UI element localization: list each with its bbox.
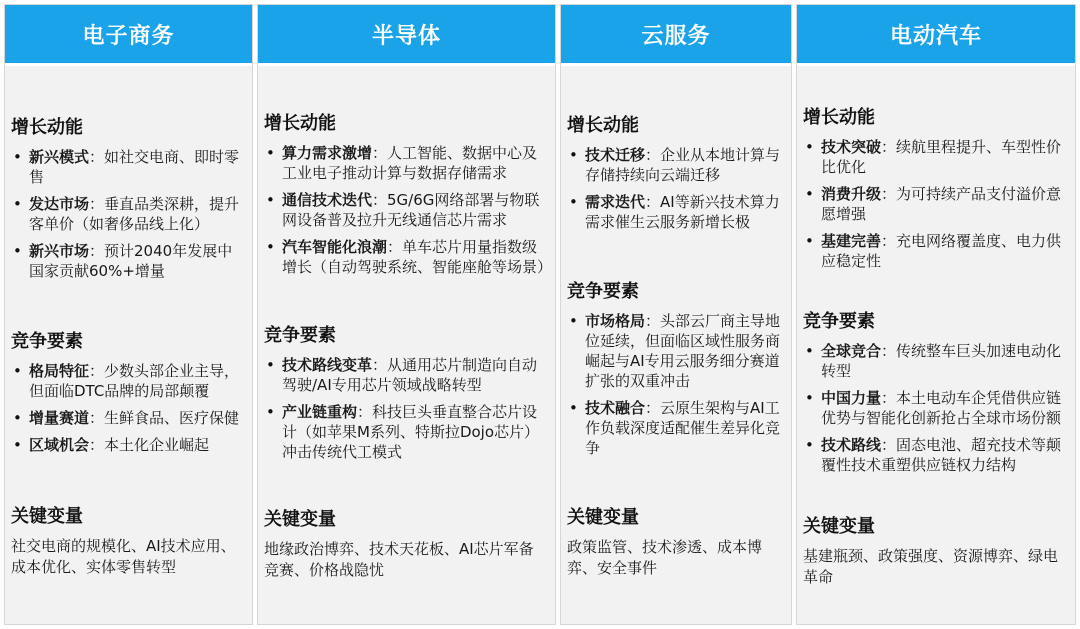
list-item: • 中国力量：本土电动车企凭借供应链优势与智能化创新抢占全球市场份额: [803, 388, 1067, 428]
list-item: • 汽车智能化浪潮：单车芯片用量指数级增长（自动驾驶系统、智能座舱等场景）: [264, 237, 547, 277]
bullet-list: [567, 311, 783, 458]
section-key-variables: [803, 512, 1067, 588]
section-title: 竞争要素: [567, 281, 639, 302]
list-item: • 基建完善：充电网络覆盖度、电力供应稳定性: [803, 231, 1067, 271]
section-title: 竞争要素: [803, 311, 875, 332]
column-header: 云服务: [561, 5, 791, 66]
section-key-variables: [567, 503, 783, 579]
section-title: 关键变量: [11, 505, 83, 527]
bullet-list: [567, 145, 783, 232]
section-key-variables: [264, 505, 547, 581]
list-item: • 增量赛道：生鲜食品、医疗保健: [11, 408, 244, 428]
list-item: • 市场格局：头部云厂商主导地位延续，但面临区域性服务商崛起与AI专用云服务细分赛道扩张的双重冲击: [567, 311, 783, 391]
section-title: 增长动能: [803, 106, 875, 128]
list-item: • 通信技术迭代：5G/6G网络部署与物联网设备普及拉升无线通信芯片需求: [264, 190, 547, 230]
section-competition: [11, 327, 244, 455]
list-item: • 技术路线：固态电池、超充技术等颠覆性技术重塑供应链权力结构: [803, 435, 1067, 475]
list-item: • 消费升级：为可持续产品支付溢价意愿增强: [803, 184, 1067, 224]
list-item: • 新兴模式：如社交电商、即时零售: [11, 147, 244, 187]
list-item: • 发达市场：垂直品类深耕，提升客单价（如奢侈品线上化）: [11, 194, 244, 234]
list-item: • 新兴市场：预计2040年发展中国家贡献60%+增量: [11, 241, 244, 281]
section-competition: [803, 307, 1067, 475]
bullet-list: [11, 361, 244, 455]
list-item: • 技术迁移：企业从本地计算与存储持续向云端迁移: [567, 145, 783, 185]
bullet-list: [803, 341, 1067, 475]
list-item: • 技术融合：云原生架构与AI工作负载深度适配催生差异化竞争: [567, 398, 783, 458]
section-title: 关键变量: [803, 515, 875, 537]
list-item: • 全球竞合：传统整车巨头加速电动化转型: [803, 341, 1067, 381]
bullet-list: [264, 355, 547, 462]
section-growth: [567, 111, 783, 232]
bullet-list: [264, 143, 553, 277]
section-title: 竞争要素: [264, 324, 336, 346]
section-title: 竞争要素: [11, 331, 83, 352]
list-item: • 格局特征：少数头部企业主导，但面临DTC品牌的局部颠覆: [11, 361, 244, 401]
list-item: • 产业链重构：科技巨头垂直整合芯片设计（如苹果M系列、特斯拉Dojo芯片）冲击传统代工模式: [264, 402, 547, 462]
section-title: 关键变量: [264, 508, 336, 530]
column-body: [5, 66, 252, 624]
list-item: • 技术路线变革：从通用芯片制造向自动驾驶/AI专用芯片领域战略转型: [264, 355, 547, 395]
column-semiconductor: [257, 4, 556, 625]
column-header: 电子商务: [5, 5, 252, 66]
section-title: 关键变量: [567, 507, 639, 528]
column-ev: [796, 4, 1076, 625]
section-growth: [11, 113, 244, 281]
column-body: [561, 66, 791, 624]
column-header: 电动汽车: [797, 5, 1075, 66]
list-item: • 算力需求激增：人工智能、数据中心及工业电子推动计算与数据存储需求: [264, 143, 547, 183]
section-competition: [567, 277, 783, 458]
key-variable-text: 基建瓶颈、政策强度、资源博弈、绿电革命: [803, 546, 1059, 586]
list-item: • 区域机会：本土化企业崛起: [11, 435, 244, 455]
section-growth: [264, 109, 553, 277]
column-cloud: [560, 4, 792, 625]
section-title: 增长动能: [264, 113, 336, 135]
bullet-list: [803, 137, 1067, 271]
column-ecommerce: [4, 4, 253, 625]
section-title: 增长动能: [11, 116, 83, 138]
key-variable-text: 政策监管、技术渗透、成本博弈、安全事件: [567, 538, 763, 577]
section-title: 增长动能: [567, 115, 639, 136]
bullet-list: [11, 147, 244, 281]
column-body: [797, 66, 1075, 624]
industry-comparison-table: [4, 4, 1076, 625]
column-body: [258, 66, 555, 624]
column-header: 半导体: [258, 5, 555, 66]
key-variable-text: 社交电商的规模化、AI技术应用、成本优化、实体零售转型: [11, 536, 236, 576]
section-competition: [264, 321, 547, 462]
section-key-variables: [11, 502, 244, 578]
list-item: • 技术突破：续航里程提升、车型性价比优化: [803, 137, 1067, 177]
section-growth: [803, 103, 1067, 271]
list-item: • 需求迭代：AI等新兴技术算力需求催生云服务新增长极: [567, 192, 783, 232]
key-variable-text: 地缘政治博弈、技术天花板、AI芯片军备竞赛、价格战隐忧: [264, 539, 534, 579]
